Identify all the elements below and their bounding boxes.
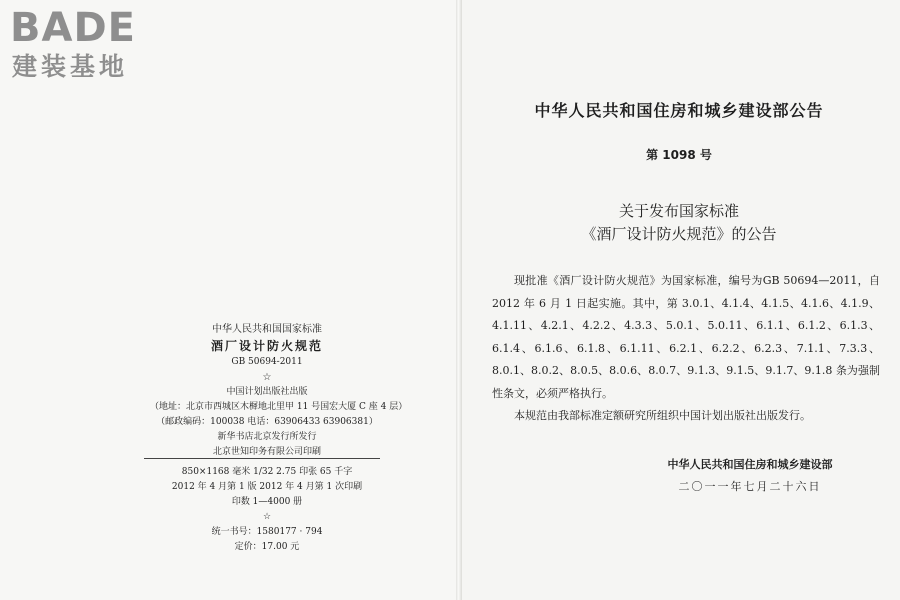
announcement-date: 二〇一一年七月二十六日 (678, 480, 822, 493)
copyright-block (150, 322, 408, 460)
announcement-title: 中华人民共和国住房和城乡建设部公告 (534, 101, 824, 120)
star-divider: ☆ (262, 372, 272, 383)
print-details (150, 465, 384, 555)
copyright-divider (144, 458, 380, 459)
signatory: 中华人民共和国住房和城乡建设部 (667, 458, 833, 471)
publisher: 中国计划出版社出版 (226, 387, 308, 397)
announcement-number: 第 1098 号 (646, 148, 712, 162)
distributor: 新华书店北京发行所发行 (217, 432, 317, 442)
book-title: 酒厂设计防火规范 (210, 339, 323, 353)
standard-series: 中华人民共和国国家标准 (212, 324, 322, 335)
book-gutter (456, 0, 462, 600)
body-paragraph-2: 本规范由我部标准定额研究所组织中国计划出版社出版发行。 (514, 409, 811, 422)
book-number: 统一书号：1580177 · 794 (211, 527, 323, 537)
logo-wordmark: BADE (10, 5, 136, 51)
printer: 北京世知印务有限公司印刷 (212, 447, 321, 457)
subtitle-line-1: 关于发布国家标准 (618, 202, 739, 220)
announcement-body (492, 270, 880, 428)
format-info: 850×1168 毫米 1/32 2.75 印张 65 千字 (181, 467, 353, 477)
announcement-subtitle (458, 200, 900, 246)
announcement-signature (620, 454, 880, 498)
logo-subtitle: 建装基地 (12, 52, 129, 81)
price: 定价：17.00 元 (234, 542, 300, 552)
print-run: 印数 1—4000 册 (231, 497, 303, 507)
postcode-phone: （邮政编码：100038 电话：63906433 63906381） (156, 417, 378, 427)
publisher-address: （地址：北京市西城区木樨地北里甲 11 号国宏大厦 C 座 4 层） (150, 402, 408, 412)
body-paragraph-1: 现批准《酒厂设计防火规范》为国家标准，编号为GB 50694—2011，自 2012 年 6 月 1 日起实施。其中，第 3.0.1、4.1.4、4.1.5、4.1.6、4.1.9、4.1.11、4.2.1、4.2.2、4.3.3、5.0.1、5.0.11、6.1.1、6.1.2、6.1.3、6.1.4、6.1.6、6.1.8、6.1.11、6.2.1、6.2.2、6.2.3、7.1.1、7.3.3、8.0.1、8.0.2、8.0.5、8.0.6、8.0.7、9.1.3、9.1.5、9.1.7、9.1.8 条为强制性条文，必须严格执行。 (492, 274, 880, 400)
standard-code: GB 50694-2011 (231, 357, 303, 367)
watermark-logo (10, 6, 180, 88)
star-divider-2: ☆ (262, 512, 272, 522)
edition-info: 2012 年 4 月第 1 版 2012 年 4 月第 1 次印刷 (171, 482, 363, 492)
subtitle-line-2: 《酒厂设计防火规范》的公告 (581, 225, 777, 243)
